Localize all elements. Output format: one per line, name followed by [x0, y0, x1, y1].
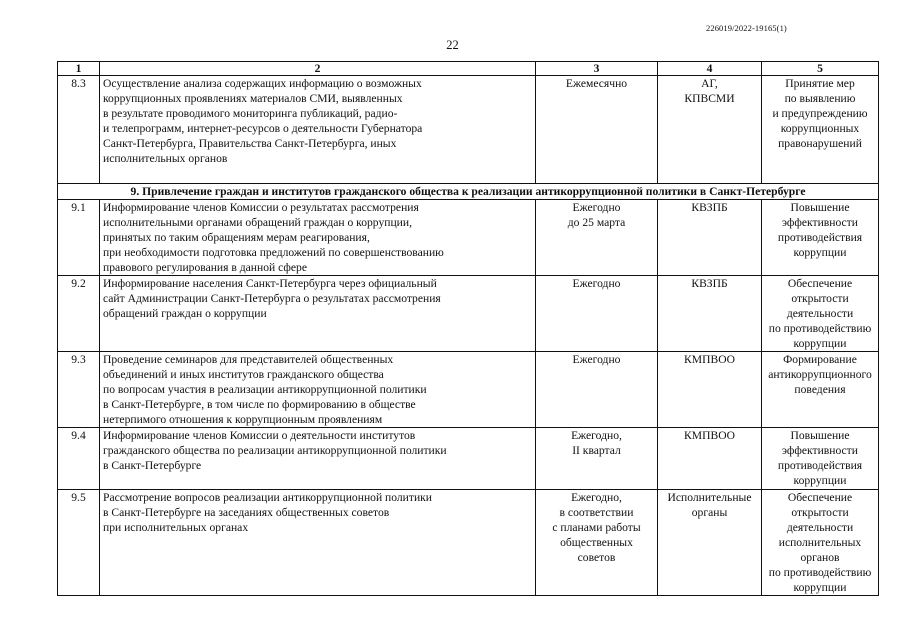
measure-term: Ежемесячно	[536, 76, 658, 184]
measure-description: Информирование населения Санкт-Петербурга через официальный сайт Администрации Санкт-Петербурга о результатах рассмотрения обращений граждан о коррупции	[100, 276, 536, 352]
section-heading-row	[58, 184, 879, 200]
measure-term: Ежегодно, в соответствии с планами работы общественных советов	[536, 490, 658, 596]
row-number: 9.1	[58, 200, 100, 276]
measure-result: Формирование антикоррупционного поведения	[762, 352, 879, 428]
row-number: 9.4	[58, 428, 100, 490]
column-header-1: 1	[58, 62, 100, 76]
document-id: 226019/2022-19165(1)	[706, 23, 787, 33]
measure-term: Ежегодно до 25 марта	[536, 200, 658, 276]
measure-result: Обеспечение открытости деятельности исполнительных органов по противодействию коррупции	[762, 490, 879, 596]
measure-description: Рассмотрение вопросов реализации антикоррупционной политики в Санкт-Петербурге на заседаниях общественных советов при исполнительных органах	[100, 490, 536, 596]
measure-term: Ежегодно	[536, 352, 658, 428]
section-title: 9. Привлечение граждан и институтов гражданского общества к реализации антикоррупционной политики в Санкт-Петербурге	[58, 184, 879, 200]
measure-result: Повышение эффективности противодействия коррупции	[762, 428, 879, 490]
row-number: 8.3	[58, 76, 100, 184]
measure-result: Обеспечение открытости деятельности по противодействию коррупции	[762, 276, 879, 352]
column-header-3: 3	[536, 62, 658, 76]
row-number: 9.3	[58, 352, 100, 428]
measure-result: Повышение эффективности противодействия коррупции	[762, 200, 879, 276]
measure-executor: Исполнительные органы	[658, 490, 762, 596]
measure-description: Информирование членов Комиссии о результатах рассмотрения исполнительными органами обращений граждан о коррупции, принятых по таким обращениям мерам реагирования, при необходимости подготовка предложений по совершенствованию правового регулирования в данной сфере	[100, 200, 536, 276]
row-number: 9.5	[58, 490, 100, 596]
measure-term: Ежегодно, II квартал	[536, 428, 658, 490]
measure-description: Проведение семинаров для представителей общественных объединений и иных институтов гражданского общества по вопросам участия в реализации антикоррупционной политики в Санкт-Петербурге, в том числе по формированию в обществе нетерпимого отношения к коррупционным проявлениям	[100, 352, 536, 428]
column-header-2: 2	[100, 62, 536, 76]
page-number: 22	[446, 38, 459, 52]
table-row	[58, 276, 879, 352]
table-row	[58, 352, 879, 428]
measure-term: Ежегодно	[536, 276, 658, 352]
measure-executor: АГ, КПВСМИ	[658, 76, 762, 184]
measure-executor: КМПВОО	[658, 428, 762, 490]
measure-executor: КВЗПБ	[658, 200, 762, 276]
table-row	[58, 76, 879, 184]
header-row	[58, 62, 879, 76]
measure-executor: КМПВОО	[658, 352, 762, 428]
row-number: 9.2	[58, 276, 100, 352]
column-header-5: 5	[762, 62, 879, 76]
table-row	[58, 428, 879, 490]
measure-executor: КВЗПБ	[658, 276, 762, 352]
table-row	[58, 490, 879, 596]
measure-description: Информирование членов Комиссии о деятельности институтов гражданского общества по реализации антикоррупционной политики в Санкт-Петербурге	[100, 428, 536, 490]
measure-result: Принятие мер по выявлению и предупреждению коррупционных правонарушений	[762, 76, 879, 184]
anticorruption-plan-table	[57, 61, 879, 596]
measure-description: Осуществление анализа содержащих информацию о возможных коррупционных проявлениях материалов СМИ, выявленных в результате проводимого мониторинга публикаций, радио- и телепрограмм, интернет-ресурсов о деятельности Губернатора Санкт-Петербурга, Правительства Санкт-Петербурга, иных исполнительных органов	[100, 76, 536, 184]
table-row	[58, 200, 879, 276]
column-header-4: 4	[658, 62, 762, 76]
